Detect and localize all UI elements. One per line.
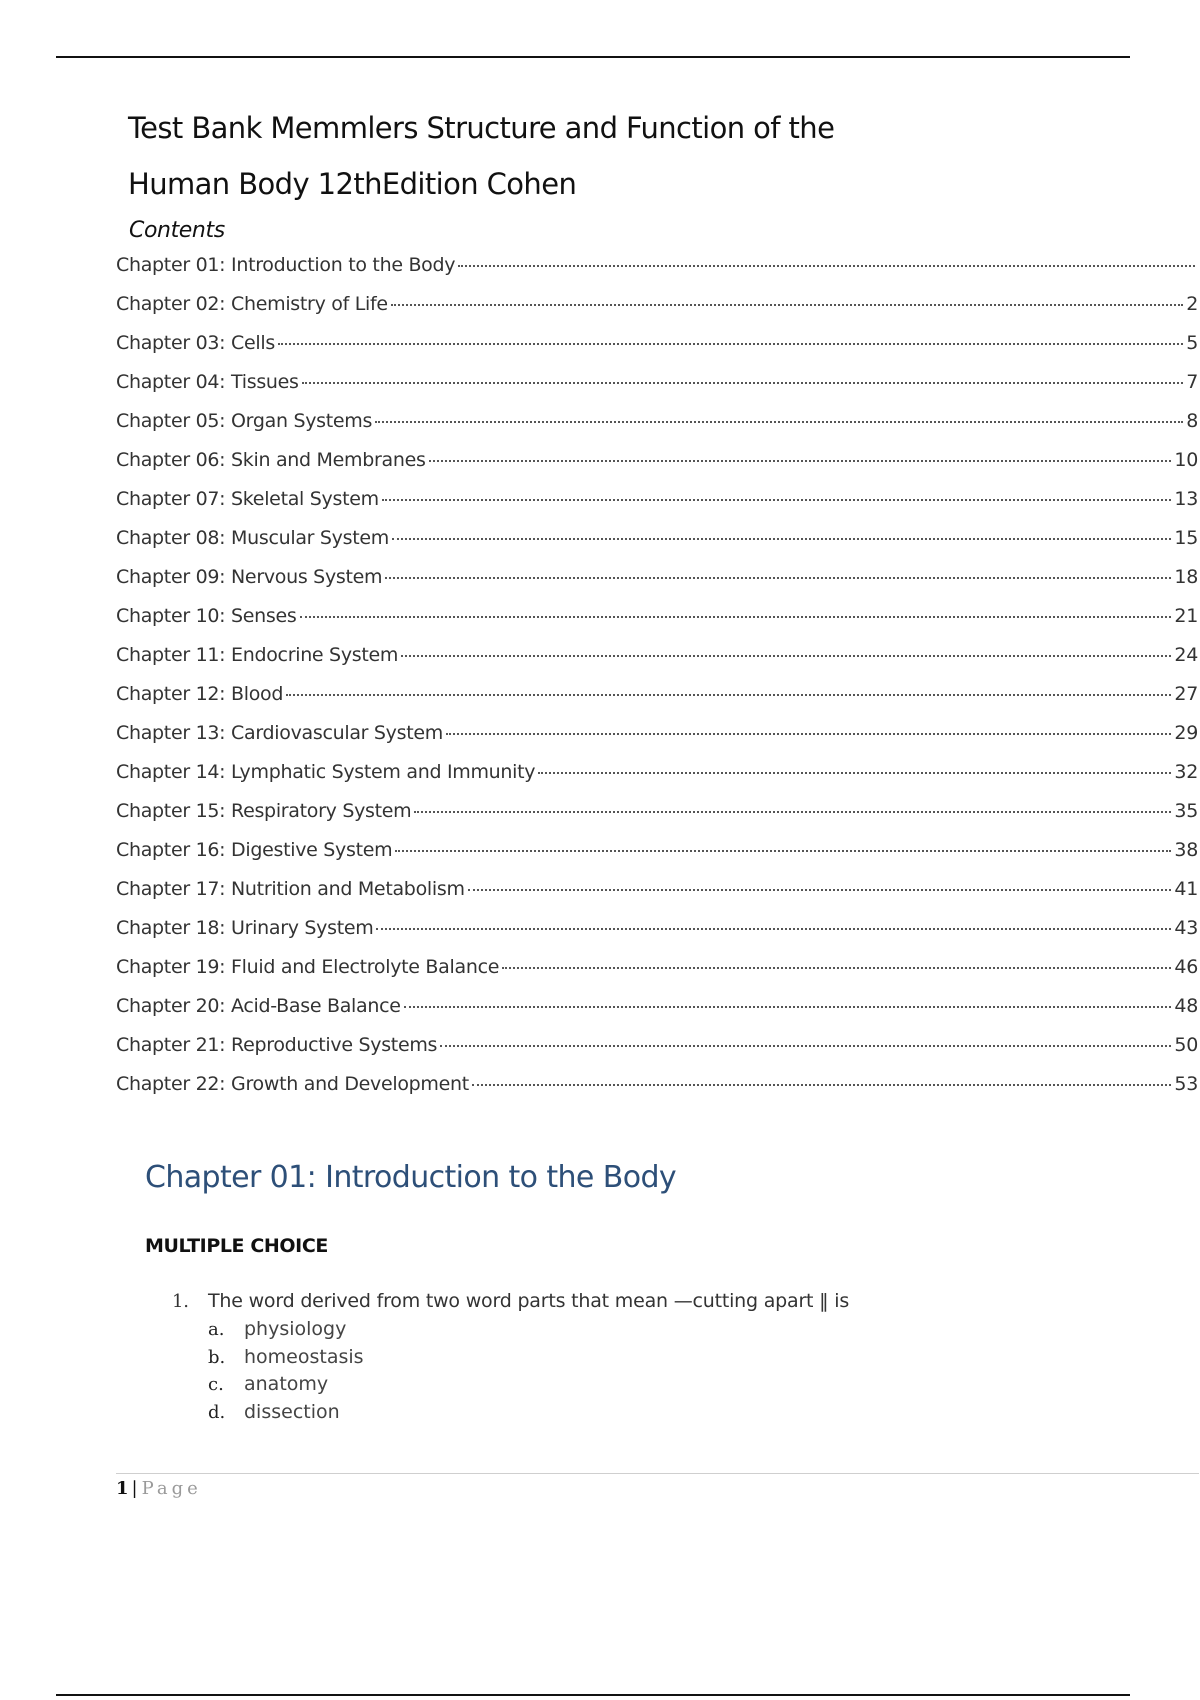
question-block xyxy=(172,1290,972,1428)
toc-entry-page: 35 xyxy=(1174,800,1198,822)
toc-entry[interactable] xyxy=(116,956,1198,995)
toc-entry-label: Chapter 20: Acid-Base Balance xyxy=(116,995,401,1017)
answer-option-letter: c. xyxy=(208,1374,224,1395)
toc-dot-leader xyxy=(391,304,1183,306)
toc-entry-label: Chapter 02: Chemistry of Life xyxy=(116,293,388,315)
toc-entry[interactable] xyxy=(116,917,1198,956)
toc-entry[interactable] xyxy=(116,878,1198,917)
toc-entry[interactable] xyxy=(116,410,1198,449)
toc-dot-leader xyxy=(375,421,1183,423)
toc-dot-leader xyxy=(414,811,1171,813)
toc-entry[interactable] xyxy=(116,293,1198,332)
answer-option-letter: d. xyxy=(208,1401,226,1423)
toc-entry-page: 32 xyxy=(1174,761,1198,783)
toc-entry-label: Chapter 04: Tissues xyxy=(116,371,299,393)
footer-rule xyxy=(116,1473,1199,1474)
page-footer xyxy=(116,1478,202,1499)
toc-entry-label: Chapter 22: Growth and Development xyxy=(116,1073,469,1095)
footer-separator: | xyxy=(131,1478,138,1499)
toc-dot-leader xyxy=(429,460,1172,462)
bottom-rule xyxy=(56,1694,1130,1696)
answer-option-text: dissection xyxy=(244,1400,340,1423)
toc-entry-page: 46 xyxy=(1174,956,1198,978)
answer-option xyxy=(208,1401,972,1429)
contents-heading: Contents xyxy=(129,218,225,243)
toc-entry[interactable] xyxy=(116,332,1198,371)
answer-option-letter: a. xyxy=(208,1319,225,1340)
answer-option-text: anatomy xyxy=(244,1373,329,1395)
toc-entry-page: 21 xyxy=(1174,605,1198,627)
toc-entry[interactable] xyxy=(116,254,1198,293)
toc-entry[interactable] xyxy=(116,683,1198,722)
answer-option-text: physiology xyxy=(244,1318,347,1340)
toc-dot-leader xyxy=(502,967,1171,969)
toc-entry-label: Chapter 03: Cells xyxy=(116,332,275,354)
toc-entry-page: 38 xyxy=(1174,839,1198,861)
toc-entry-page: 29 xyxy=(1174,722,1198,744)
toc-entry-page: 7 xyxy=(1186,371,1198,393)
answer-option xyxy=(208,1346,972,1374)
toc-entry-page: 24 xyxy=(1174,644,1198,666)
question-stem xyxy=(172,1290,972,1318)
answer-option xyxy=(208,1318,972,1346)
toc-entry-label: Chapter 05: Organ Systems xyxy=(116,410,373,432)
toc-entry[interactable] xyxy=(116,800,1198,839)
toc-dot-leader xyxy=(300,616,1172,618)
toc-entry-page: 8 xyxy=(1186,410,1198,432)
toc-entry[interactable] xyxy=(116,488,1198,527)
toc-entry[interactable] xyxy=(116,605,1198,644)
toc-dot-leader xyxy=(278,343,1183,345)
table-of-contents xyxy=(116,254,1198,1112)
title-line-2: Human Body 12thEdition Cohen xyxy=(128,167,577,201)
toc-entry-page: 13 xyxy=(1174,488,1198,510)
question-number: 1. xyxy=(172,1291,189,1312)
toc-entry-label: Chapter 08: Muscular System xyxy=(116,527,389,549)
toc-entry-label: Chapter 13: Cardiovascular System xyxy=(116,722,443,744)
toc-dot-leader xyxy=(392,538,1171,540)
toc-entry-page: 53 xyxy=(1174,1073,1198,1095)
toc-entry[interactable] xyxy=(116,839,1198,878)
toc-entry-page: 48 xyxy=(1174,995,1198,1017)
toc-entry-page: 27 xyxy=(1174,683,1198,705)
toc-dot-leader xyxy=(458,265,1195,267)
toc-entry-label: Chapter 07: Skeletal System xyxy=(116,488,379,510)
toc-entry-label: Chapter 21: Reproductive Systems xyxy=(116,1034,438,1056)
toc-dot-leader xyxy=(401,655,1171,657)
document-title xyxy=(128,100,1028,212)
toc-entry[interactable] xyxy=(116,1073,1198,1112)
toc-entry-label: Chapter 06: Skin and Membranes xyxy=(116,449,426,471)
toc-entry[interactable] xyxy=(116,1034,1198,1073)
toc-entry-page: 41 xyxy=(1174,878,1198,900)
toc-dot-leader xyxy=(385,577,1171,579)
toc-entry-label: Chapter 14: Lymphatic System and Immunity xyxy=(116,761,536,783)
toc-entry-label: Chapter 09: Nervous System xyxy=(116,566,383,588)
toc-entry[interactable] xyxy=(116,761,1198,800)
toc-dot-leader xyxy=(440,1045,1171,1047)
question-text: The word derived from two word parts that mean —cutting apart ‖ is xyxy=(208,1290,850,1312)
toc-entry-label: Chapter 10: Senses xyxy=(116,605,297,627)
answer-options xyxy=(172,1318,972,1428)
toc-entry-page: 5 xyxy=(1186,332,1198,354)
toc-entry-page: 15 xyxy=(1174,527,1198,549)
toc-entry-label: Chapter 11: Endocrine System xyxy=(116,644,399,666)
toc-entry-label: Chapter 18: Urinary System xyxy=(116,917,374,939)
toc-dot-leader xyxy=(472,1084,1171,1086)
toc-entry-label: Chapter 12: Blood xyxy=(116,683,284,705)
top-rule xyxy=(56,56,1130,58)
toc-dot-leader xyxy=(302,382,1184,384)
answer-option-text: homeostasis xyxy=(244,1345,364,1368)
toc-dot-leader xyxy=(538,772,1171,774)
footer-page-number: 1 xyxy=(116,1478,129,1499)
toc-entry-page: 10 xyxy=(1174,449,1198,471)
toc-dot-leader xyxy=(376,928,1171,930)
answer-option-letter: b. xyxy=(208,1346,226,1368)
toc-entry[interactable] xyxy=(116,371,1198,410)
toc-entry[interactable] xyxy=(116,566,1198,605)
chapter-heading: Chapter 01: Introduction to the Body xyxy=(145,1160,677,1195)
toc-entry-page: 2 xyxy=(1186,293,1198,315)
toc-entry[interactable] xyxy=(116,722,1198,761)
answer-option xyxy=(208,1373,972,1401)
toc-entry-page: 50 xyxy=(1174,1034,1198,1056)
toc-entry-label: Chapter 01: Introduction to the Body xyxy=(116,254,456,276)
footer-page-word: Page xyxy=(141,1478,202,1499)
toc-dot-leader xyxy=(446,733,1171,735)
toc-dot-leader xyxy=(382,499,1172,501)
toc-entry-label: Chapter 17: Nutrition and Metabolism xyxy=(116,878,465,900)
toc-entry[interactable] xyxy=(116,995,1198,1034)
toc-entry-page: 43 xyxy=(1174,917,1198,939)
toc-dot-leader xyxy=(286,694,1171,696)
toc-entry-page: 18 xyxy=(1174,566,1198,588)
toc-dot-leader xyxy=(395,850,1171,852)
toc-dot-leader xyxy=(468,889,1172,891)
toc-entry[interactable] xyxy=(116,527,1198,566)
toc-entry[interactable] xyxy=(116,449,1198,488)
toc-entry-label: Chapter 16: Digestive System xyxy=(116,839,393,861)
section-heading: MULTIPLE CHOICE xyxy=(145,1235,328,1257)
toc-entry-label: Chapter 15: Respiratory System xyxy=(116,800,412,822)
toc-entry[interactable] xyxy=(116,644,1198,683)
toc-dot-leader xyxy=(404,1006,1172,1008)
toc-entry-label: Chapter 19: Fluid and Electrolyte Balance xyxy=(116,956,500,978)
title-line-1: Test Bank Memmlers Structure and Function of the xyxy=(128,111,835,145)
